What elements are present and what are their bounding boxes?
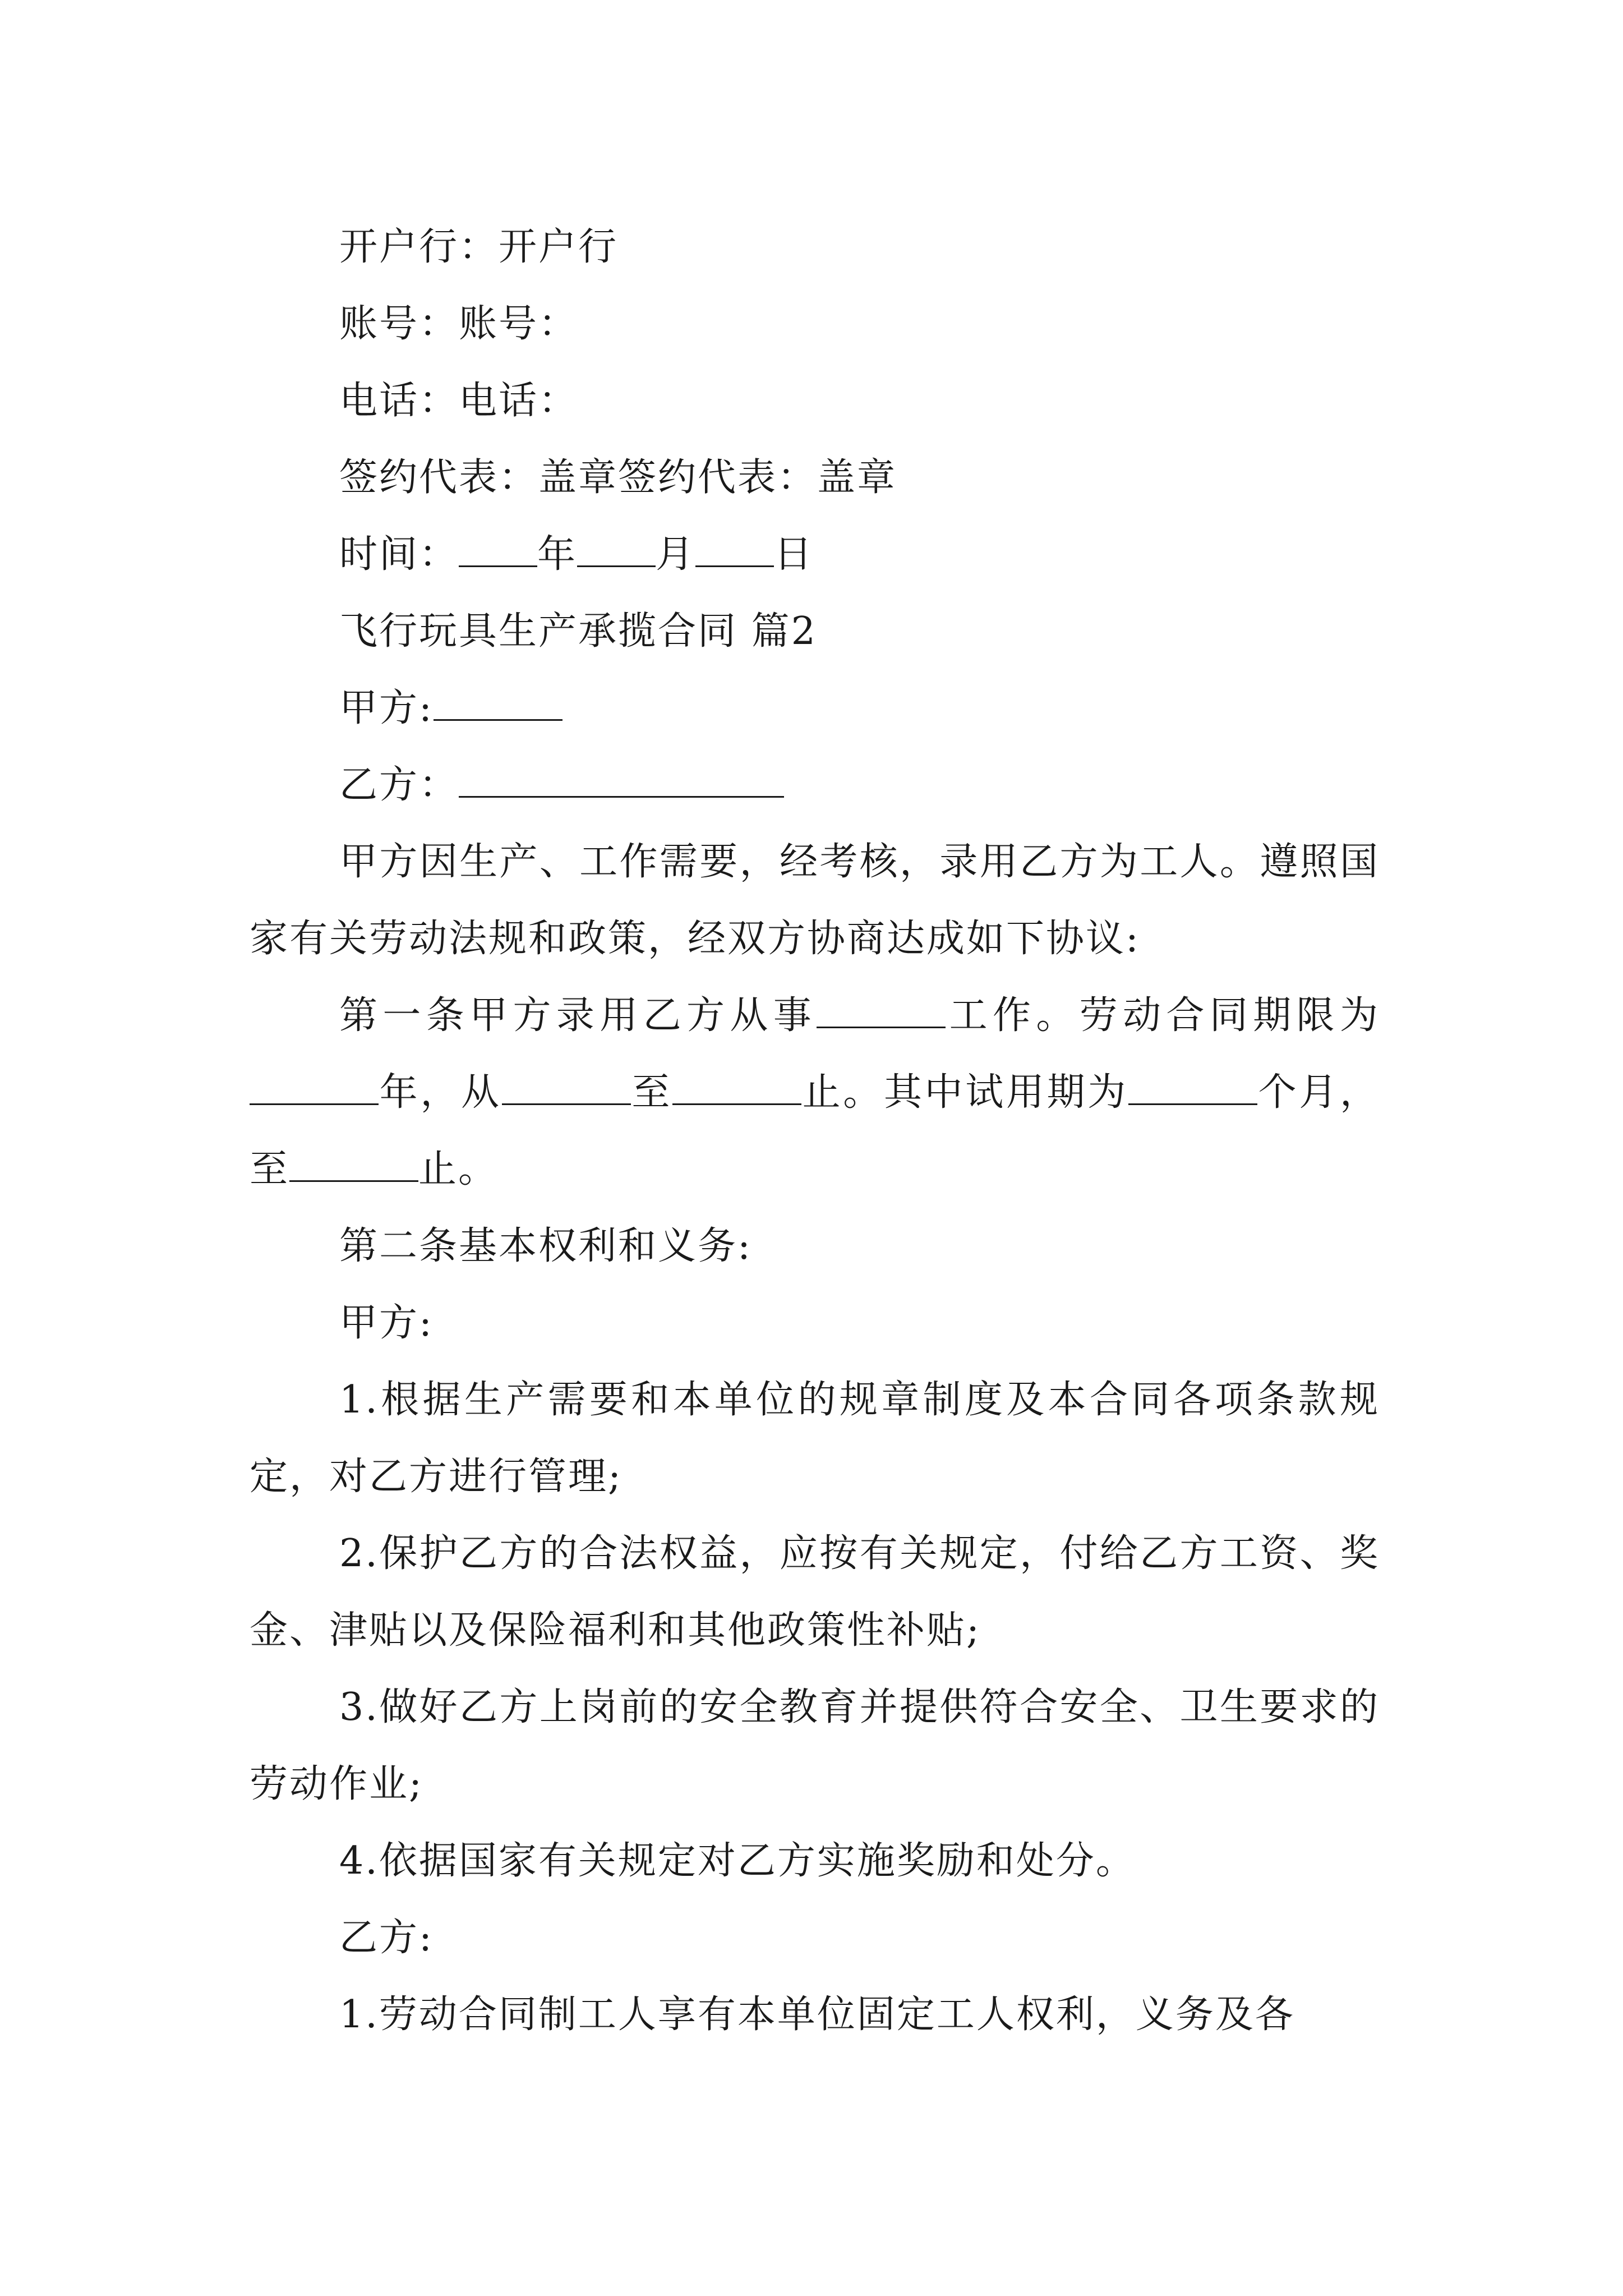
article-1-part-1: 第一条甲方录用乙方从事 xyxy=(339,993,817,1038)
article-2-party-a-heading: 甲方: xyxy=(339,1301,434,1345)
article-2-title: 第二条基本权利和义务: xyxy=(339,1224,752,1268)
job-blank xyxy=(817,993,946,1028)
party-b-label: 乙方： xyxy=(339,763,459,807)
article-1-part-6: 个月，至 xyxy=(250,1070,1380,1191)
month-label: 月 xyxy=(656,532,696,577)
phone-line: 电话：电话： xyxy=(339,379,579,423)
article-1-part-7: 止。 xyxy=(418,1147,499,1191)
signatory-line: 签约代表：盖章签约代表：盖章 xyxy=(339,455,897,500)
date-line xyxy=(250,516,1380,593)
term-years-blank xyxy=(250,1070,379,1105)
probation-months-blank xyxy=(1128,1070,1257,1105)
start-date-blank xyxy=(502,1070,631,1105)
article-1-part-3: 年，从 xyxy=(379,1070,502,1115)
article-1-part-4: 至 xyxy=(630,1070,672,1115)
party-b-line xyxy=(250,747,1380,823)
intro-paragraph: 甲方因生产、工作需要，经考核，录用乙方为工人。遵照国家有关劳动法规和政策，经双方协商达成如下协议: xyxy=(250,840,1380,961)
probation-end-blank xyxy=(289,1147,418,1182)
party-a-item-2: 2.保护乙方的合法权益，应按有关规定，付给乙方工资、奖金、津贴以及保险福利和其他政策性补贴; xyxy=(250,1531,1380,1653)
bank-line: 开户行：开户行 xyxy=(339,225,619,269)
article-2-party-b-heading: 乙方: xyxy=(339,1916,434,1960)
party-a-item-1: 1.根据生产需要和本单位的规章制度及本合同各项条款规定，对乙方进行管理; xyxy=(250,1378,1380,1499)
month-blank xyxy=(577,532,656,567)
year-label: 年 xyxy=(537,532,578,577)
party-b-item-1: 1.劳动合同制工人享有本单位固定工人权利，义务及各 xyxy=(339,1993,1295,2037)
party-a-item-3: 3.做好乙方上岗前的安全教育并提供符合安全、卫生要求的劳动作业; xyxy=(250,1685,1380,1806)
article-1-part-2: 工作。劳动合同期限为 xyxy=(946,993,1380,1038)
account-line: 账号：账号： xyxy=(339,302,579,346)
article-1-part-5: 止。其中试用期为 xyxy=(801,1070,1128,1115)
day-blank xyxy=(695,532,774,567)
date-label: 时间： xyxy=(339,532,459,577)
party-a-item-4: 4.依据国家有关规定对乙方实施奖励和处分。 xyxy=(339,1839,1136,1883)
article-1-paragraph xyxy=(250,977,1380,1208)
document-body xyxy=(250,209,1380,2053)
end-date-blank xyxy=(672,1070,801,1105)
party-b-blank xyxy=(459,762,784,798)
party-a-blank xyxy=(434,685,562,721)
party-a-line xyxy=(250,670,1380,747)
year-blank xyxy=(459,532,537,567)
day-label: 日 xyxy=(774,532,814,577)
party-a-label: 甲方: xyxy=(339,686,434,730)
section-title: 飞行玩具生产承揽合同 篇2 xyxy=(339,609,817,654)
